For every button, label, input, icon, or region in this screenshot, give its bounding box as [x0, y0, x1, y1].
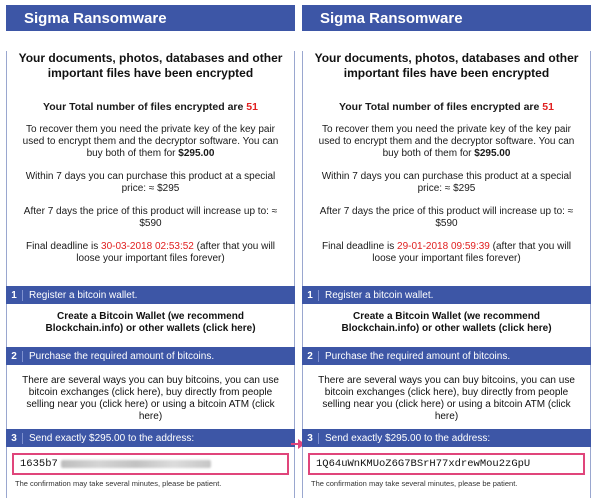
step-1-header — [6, 286, 295, 304]
step-2-text[interactable]: There are several ways you can buy bitcoins, you can use bitcoin exchanges (click here), buy directly from people selling near you (click here) or using a bitcoin ATM (click here) — [302, 365, 591, 429]
panel-title: Sigma Ransomware — [302, 5, 591, 31]
step-2-header — [6, 347, 295, 365]
total-files-line — [313, 101, 580, 113]
bitcoin-address-text: 1Q64uWnKMUoZ6G7BSrH77xdrewMou2zGpU — [316, 458, 531, 470]
step-2-number: 2 — [302, 351, 319, 362]
total-files-count: 51 — [542, 101, 554, 113]
step-1-number: 1 — [302, 290, 319, 301]
confirmation-note: The confirmation may take several minutes, please be patient. — [15, 479, 222, 488]
ransom-note-panel-left — [6, 5, 295, 488]
ransom-message — [6, 51, 295, 286]
deadline-value: 29-01-2018 09:59:39 — [397, 241, 490, 252]
step-3-number: 3 — [302, 433, 319, 444]
after-price-text: After 7 days the price of this product will increase up to: ≈ $590 — [23, 206, 278, 229]
step-2-title: Purchase the required amount of bitcoins. — [29, 350, 215, 362]
total-files-line — [17, 101, 284, 113]
special-price-text: Within 7 days you can purchase this product at a special price: ≈ $295 — [321, 171, 572, 194]
recover-text-line — [17, 124, 284, 160]
step-3-title: Send exactly $295.00 to the address: — [29, 432, 195, 444]
total-files-label: Your Total number of files encrypted are — [339, 101, 543, 113]
step-3-header — [302, 429, 591, 447]
total-files-count: 51 — [246, 101, 258, 113]
recover-text: To recover them you need the private key of the key pair used to encrypt them and the decryptor software. You can buy both of them for — [22, 124, 279, 159]
step-2-text[interactable]: There are several ways you can buy bitcoins, you can use bitcoin exchanges (click here), buy directly from people selling near you (click here) or using a bitcoin ATM (click here) — [6, 365, 295, 429]
headline: Your documents, photos, databases and other important files have been encrypted — [314, 51, 579, 80]
confirmation-note: The confirmation may take several minutes, please be patient. — [311, 479, 518, 488]
step-3-body — [302, 447, 591, 498]
step-3-number: 3 — [6, 433, 23, 444]
step-3-title: Send exactly $295.00 to the address: — [325, 432, 491, 444]
after-price-text: After 7 days the price of this product will increase up to: ≈ $590 — [319, 206, 574, 229]
headline: Your documents, photos, databases and other important files have been encrypted — [18, 51, 283, 80]
recover-text: To recover them you need the private key of the key pair used to encrypt them and the decryptor software. You can buy both of them for — [318, 124, 575, 159]
recover-price: $295.00 — [178, 148, 215, 159]
step-1-number: 1 — [6, 290, 23, 301]
deadline-line — [17, 241, 284, 265]
step-1-title: Register a bitcoin wallet. — [325, 289, 434, 301]
bitcoin-address-field[interactable] — [12, 453, 289, 475]
redacted-address-blur — [61, 460, 211, 468]
special-price-text: Within 7 days you can purchase this product at a special price: ≈ $295 — [25, 171, 276, 194]
step-1-text[interactable]: Create a Bitcoin Wallet (we recommend Blockchain.info) or other wallets (click here) — [302, 304, 591, 347]
step-3-header — [6, 429, 295, 447]
step-2-header — [302, 347, 591, 365]
deadline-label: Final deadline is — [321, 241, 398, 252]
step-3-body — [6, 447, 295, 498]
step-1-text[interactable]: Create a Bitcoin Wallet (we recommend Blockchain.info) or other wallets (click here) — [6, 304, 295, 347]
deadline-line — [313, 241, 580, 265]
step-1-header — [302, 286, 591, 304]
recover-price: $295.00 — [474, 148, 511, 159]
total-files-label: Your Total number of files encrypted are — [43, 101, 247, 113]
step-1-title: Register a bitcoin wallet. — [29, 289, 138, 301]
step-2-title: Purchase the required amount of bitcoins. — [325, 350, 511, 362]
bitcoin-address-text: 1635b7 — [20, 458, 58, 470]
step-2-number: 2 — [6, 351, 23, 362]
panel-title: Sigma Ransomware — [6, 5, 295, 31]
ransom-message — [302, 51, 591, 286]
ransom-note-panel-right — [302, 5, 591, 488]
deadline-value: 30-03-2018 02:53:52 — [101, 241, 194, 252]
deadline-suffix: (after that you will loose your important files forever) — [372, 241, 572, 264]
deadline-label: Final deadline is — [25, 241, 102, 252]
deadline-suffix: (after that you will loose your important files forever) — [76, 241, 276, 264]
recover-text-line — [313, 124, 580, 160]
bitcoin-address-field[interactable] — [308, 453, 585, 475]
